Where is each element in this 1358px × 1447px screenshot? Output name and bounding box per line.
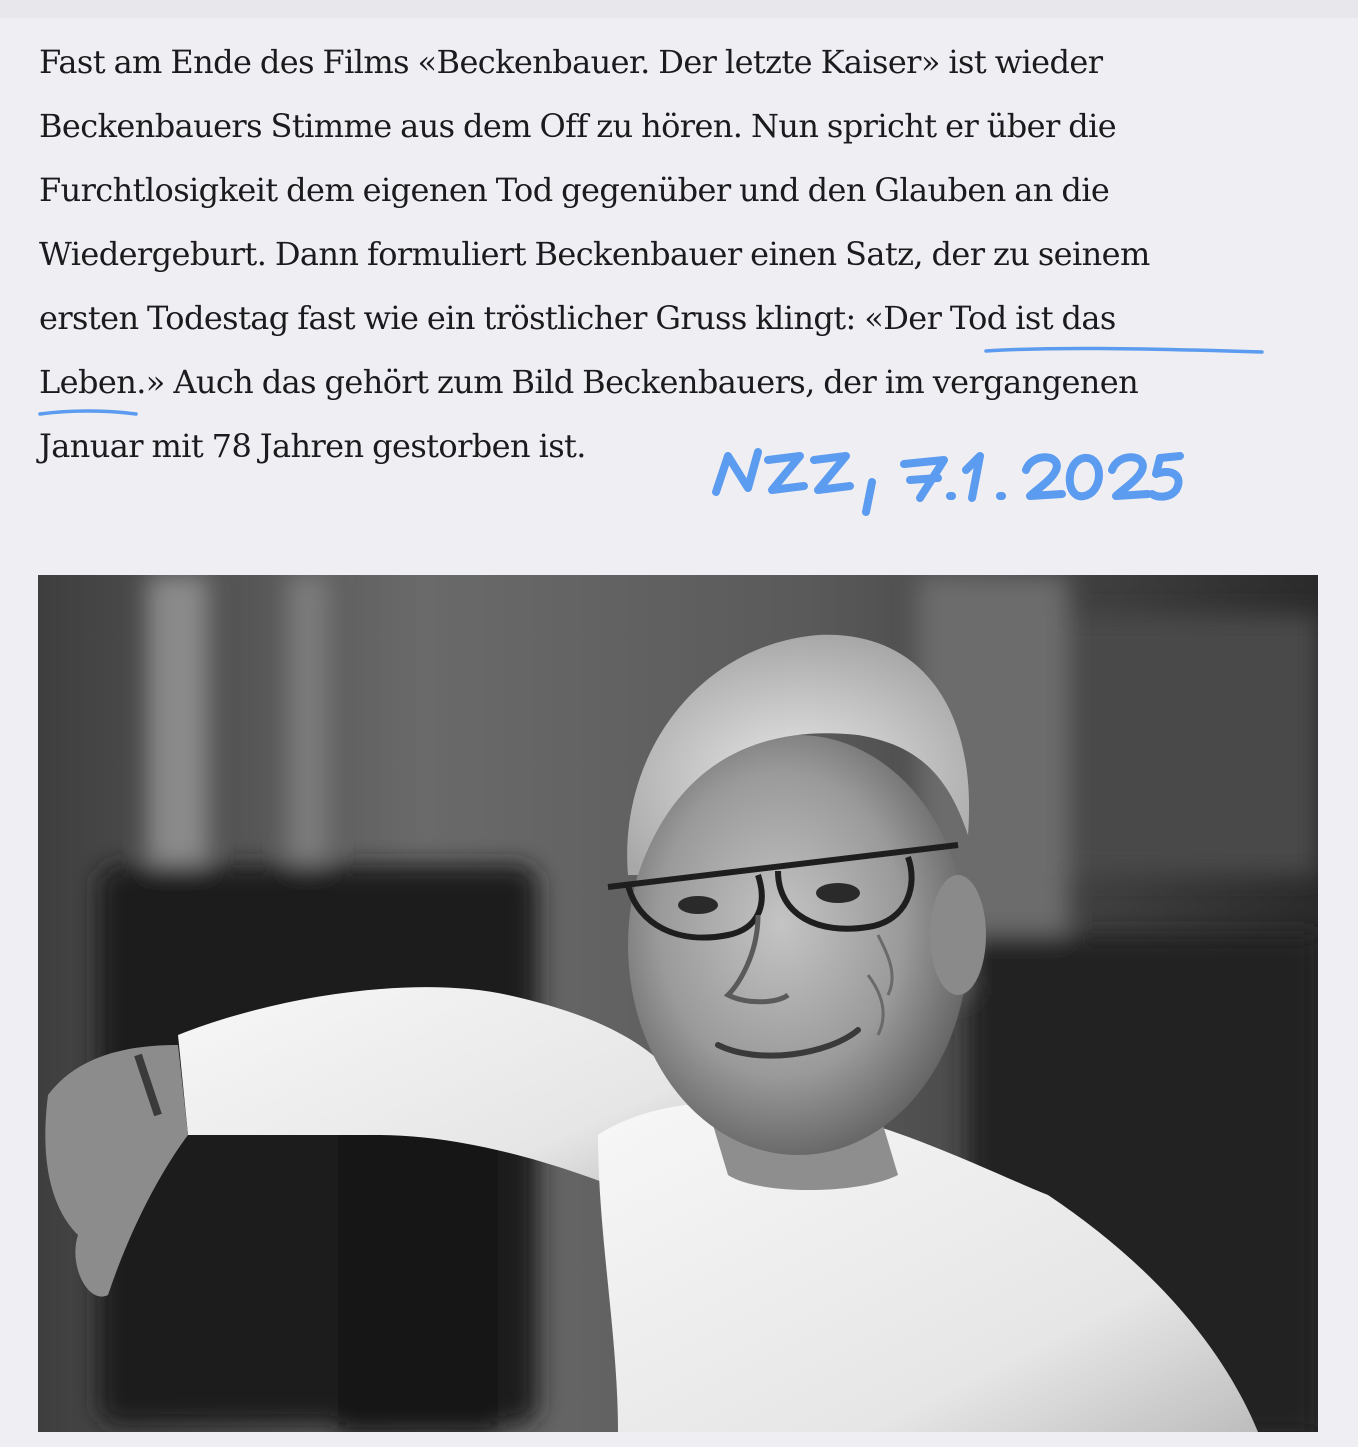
article-line: Januar mit 78 Jahren gestorben ist. — [39, 427, 586, 465]
top-strip — [0, 0, 1358, 18]
article-line: Beckenbauers Stimme aus dem Off zu hören. Nun spricht er über die — [39, 107, 1117, 145]
article-line: ersten Todestag fast wie ein tröstlicher Gruss klingt: «Der Tod ist das — [39, 299, 1116, 337]
ear — [930, 875, 986, 995]
article-line: Leben.» Auch das gehört zum Bild Beckenbauers, der im vergangenen — [39, 363, 1139, 401]
portrait-illustration — [38, 575, 1318, 1432]
article-line: Wiedergeburt. Dann formuliert Beckenbauer einen Satz, der zu seinem — [39, 235, 1150, 273]
article-photo — [38, 575, 1318, 1432]
article-line: Fast am Ende des Films «Beckenbauer. Der letzte Kaiser» ist wieder — [39, 43, 1103, 81]
article-paragraph — [39, 30, 1329, 478]
article-line: Furchtlosigkeit dem eigenen Tod gegenüber und den Glauben an die — [39, 171, 1110, 209]
